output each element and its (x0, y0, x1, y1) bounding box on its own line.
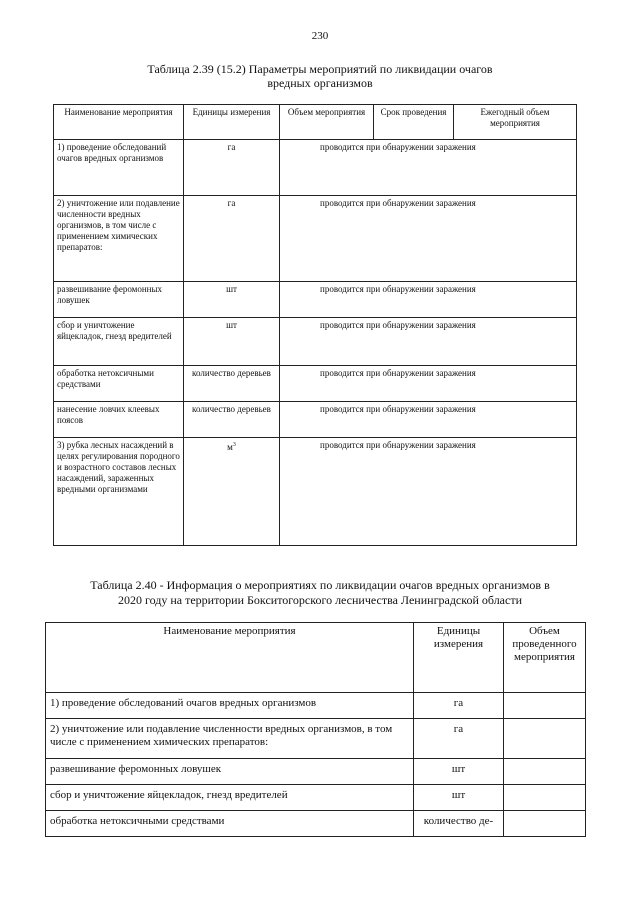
table1-cell-unit: количество деревьев (184, 366, 280, 402)
table-row (46, 785, 586, 811)
table1-cell-note: проводится при обнаружении заражения (280, 140, 577, 196)
table1-header-name: Наименование мероприятия (54, 105, 184, 140)
page-number: 230 (311, 30, 329, 42)
table1-cell-unit: количество деревьев (184, 402, 280, 438)
table-row (54, 318, 577, 366)
table2-cell-value (504, 719, 586, 759)
table2-cell-name: сбор и уничтожение яйцекладок, гнезд вредителей (46, 785, 414, 811)
table1-cell-name: развешивание феромонных ловушек (54, 282, 184, 318)
table1-cell-name: 2) уничтожение или подавление численности вредных организмов, в том числе с применением химических препаратов: (54, 196, 184, 282)
table-row (54, 402, 577, 438)
table1-cell-name: обработка нетоксичными средствами (54, 366, 184, 402)
table1-header-volume: Объем мероприятия (280, 105, 374, 140)
table2-cell-unit: шт (414, 759, 504, 785)
table1-caption-line1: Таблица 2.39 (15.2) Параметры мероприятий по ликвидации очагов (147, 62, 493, 76)
table1-cell-name: нанесение ловчих клеевых поясов (54, 402, 184, 438)
table2-cell-unit: количество де- (414, 811, 504, 837)
table2-cell-name: 1) проведение обследований очагов вредных организмов (46, 693, 414, 719)
table1-header-unit: Единицы измерения (184, 105, 280, 140)
table1-header-row (54, 105, 577, 140)
table1-cell-unit: га (184, 196, 280, 282)
table1-cell-note: проводится при обнаружении заражения (280, 438, 577, 546)
table1-cell-note: проводится при обнаружении заражения (280, 318, 577, 366)
table2-cell-unit: га (414, 719, 504, 759)
table1-cell-unit (184, 438, 280, 546)
table1-header-term: Срок проведения (374, 105, 454, 140)
table-row (54, 438, 577, 546)
table1-cell-name: 1) проведение обследований очагов вредных организмов (54, 140, 184, 196)
table1-cell-unit: шт (184, 282, 280, 318)
table2-cell-value (504, 811, 586, 837)
table-row (46, 719, 586, 759)
table2 (45, 622, 586, 837)
table-row (54, 140, 577, 196)
table2-header-unit: Единицы измерения (414, 623, 504, 693)
table1-cell-name: 3) рубка лесных насаждений в целях регулирования породного и возрастного составов лесных насаждений, зараженных вредными организмами (54, 438, 184, 546)
table2-caption (50, 578, 590, 608)
table2-cell-value (504, 759, 586, 785)
table1-caption (90, 62, 550, 90)
table-row (46, 693, 586, 719)
table1-cell-note: проводится при обнаружении заражения (280, 402, 577, 438)
table2-caption-line1: Таблица 2.40 - Информация о мероприятиях по ликвидации очагов вредных организмов в (90, 578, 550, 592)
table1-cell-note: проводится при обнаружении заражения (280, 366, 577, 402)
table1-cell-name: сбор и уничтожение яйцекладок, гнезд вредителей (54, 318, 184, 366)
table-row (54, 366, 577, 402)
table1-header-annual: Ежегодный объем мероприятия (454, 105, 577, 140)
table2-header-name: Наименование мероприятия (46, 623, 414, 693)
unit-text: м (227, 442, 233, 452)
table1-cell-unit: шт (184, 318, 280, 366)
table-row (54, 282, 577, 318)
unit-superscript: 3 (232, 442, 236, 448)
table2-header-volume: Объем проведенного мероприятия (504, 623, 586, 693)
table2-cell-value (504, 693, 586, 719)
table-row (46, 811, 586, 837)
table2-header-row (46, 623, 586, 693)
table1-cell-note: проводится при обнаружении заражения (280, 282, 577, 318)
table2-cell-unit: шт (414, 785, 504, 811)
table2-cell-unit: га (414, 693, 504, 719)
table2-cell-value (504, 785, 586, 811)
table1-caption-line2: вредных организмов (267, 76, 373, 90)
table-row (54, 196, 577, 282)
table1 (53, 104, 577, 546)
table1-cell-note: проводится при обнаружении заражения (280, 196, 577, 282)
table1-cell-unit: га (184, 140, 280, 196)
table-row (46, 759, 586, 785)
table2-caption-line2: 2020 году на территории Бокситогорского лесничества Ленинградской области (117, 593, 523, 607)
table2-cell-name: обработка нетоксичными средствами (46, 811, 414, 837)
table2-cell-name: развешивание феромонных ловушек (46, 759, 414, 785)
table2-cell-name: 2) уничтожение или подавление численности вредных организмов, в том числе с применением химических препаратов: (46, 719, 414, 759)
